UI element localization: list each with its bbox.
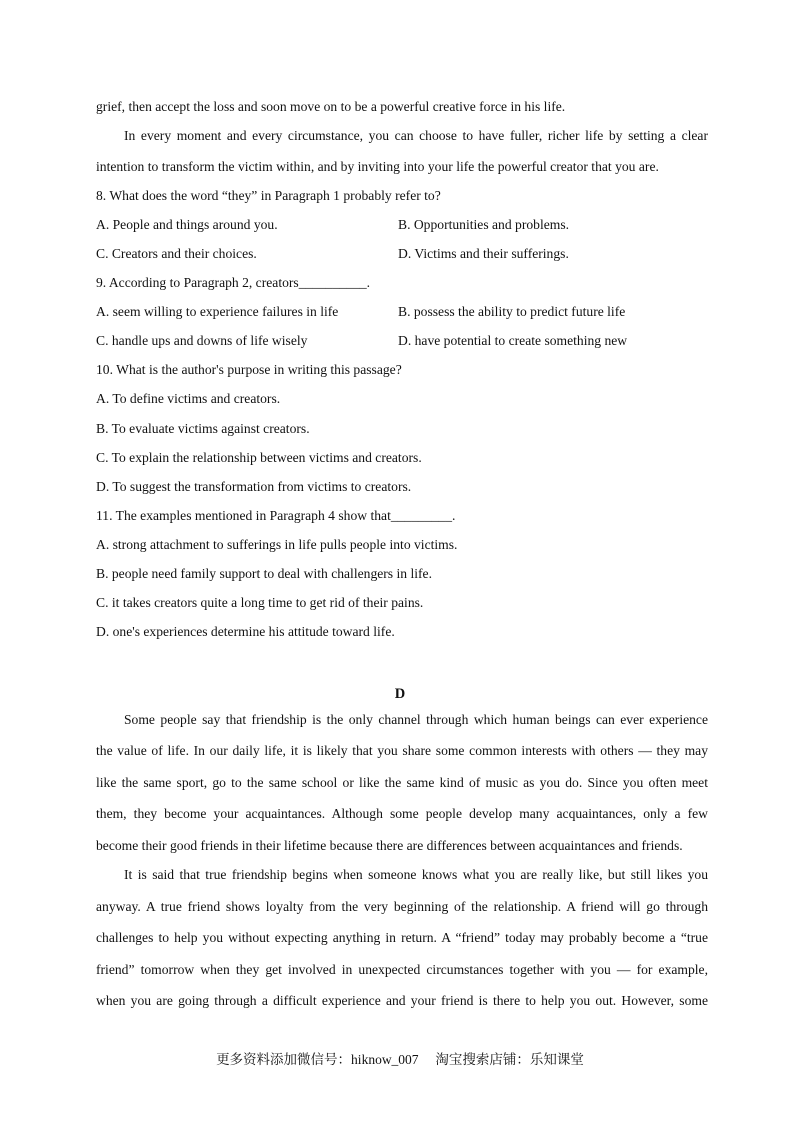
question-11-option-d: D. one's experiences determine his attitude toward life. xyxy=(96,624,395,639)
question-10-stem: 10. What is the author's purpose in writing this passage? xyxy=(96,362,402,377)
passage-d-p2-line: challenges to help you without expecting anything in return. A “friend” today may probably become a “true xyxy=(96,930,708,945)
question-9-options-row xyxy=(96,303,708,321)
question-8-option-c: C. Creators and their choices. xyxy=(96,246,257,261)
question-10-option-a: A. To define victims and creators. xyxy=(96,391,281,406)
question-8-option-d: D. Victims and their sufferings. xyxy=(398,246,569,261)
page-footer: 更多资料添加微信号：hiknow_007 淘宝搜索店铺：乐知课堂 xyxy=(216,1052,584,1067)
question-9-option-d: D. have potential to create something new xyxy=(398,333,628,348)
passage-c-paragraph-line: In every moment and every circumstance, you can choose to have fuller, richer life by setting a clear xyxy=(124,128,708,143)
passage-c-paragraph-line: intention to transform the victim within, and by inviting into your life the powerful creator that you are. xyxy=(96,159,659,174)
question-9-option-b: B. possess the ability to predict future life xyxy=(398,304,626,319)
question-11-option-a: A. strong attachment to sufferings in life pulls people into victims. xyxy=(96,537,458,552)
passage-d-p2-line: anyway. A true friend shows loyalty from the very beginning of the relationship. A friend will go through xyxy=(96,899,708,914)
question-11-stem: 11. The examples mentioned in Paragraph 4 show that_________. xyxy=(96,508,456,523)
question-8-option-b: B. Opportunities and problems. xyxy=(398,217,570,232)
question-9-option-c: C. handle ups and downs of life wisely xyxy=(96,333,308,348)
question-9-options-row xyxy=(96,332,708,350)
question-10-option-b: B. To evaluate victims against creators. xyxy=(96,421,310,436)
section-heading: D xyxy=(394,686,406,702)
passage-d-p1-line: the value of life. In our daily life, it is likely that you share some common interests with others — they may xyxy=(96,743,708,758)
passage-d-p2-line: It is said that true friendship begins when someone knows what you are really like, but still likes you xyxy=(124,867,708,882)
question-9-option-a: A. seem willing to experience failures in life xyxy=(96,304,339,319)
passage-d-p1-line: like the same sport, go to the same school or like the same kind of music as you do. Since you often meet xyxy=(96,775,708,790)
question-8-stem: 8. What does the word “they” in Paragraph 1 probably refer to? xyxy=(96,188,441,203)
passage-d-p1-line: them, they become your acquaintances. Although some people develop many acquaintances, only a few xyxy=(96,806,708,821)
passage-d-p2-line: when you are going through a difficult experience and your friend is there to help you out. However, some xyxy=(96,993,708,1008)
question-8-option-a: A. People and things around you. xyxy=(96,217,278,232)
question-10-option-d: D. To suggest the transformation from victims to creators. xyxy=(96,479,412,494)
question-11-option-b: B. people need family support to deal with challengers in life. xyxy=(96,566,432,581)
passage-c-text-line: grief, then accept the loss and soon move on to be a powerful creative force in his life. xyxy=(96,99,566,114)
passage-d-p2-line: friend” tomorrow when they get involved in unexpected circumstances together with you — for example, xyxy=(96,962,708,977)
question-8-options-row xyxy=(96,216,708,234)
passage-d-p1-line: become their good friends in their lifetime because there are differences between acquaintances and friends. xyxy=(96,838,683,853)
question-11-option-c: C. it takes creators quite a long time to get rid of their pains. xyxy=(96,595,424,610)
question-10-option-c: C. To explain the relationship between victims and creators. xyxy=(96,450,422,465)
question-8-options-row xyxy=(96,245,708,263)
question-9-stem: 9. According to Paragraph 2, creators__________. xyxy=(96,275,371,290)
passage-d-p1-line: Some people say that friendship is the only channel through which human beings can ever experience xyxy=(124,712,708,727)
